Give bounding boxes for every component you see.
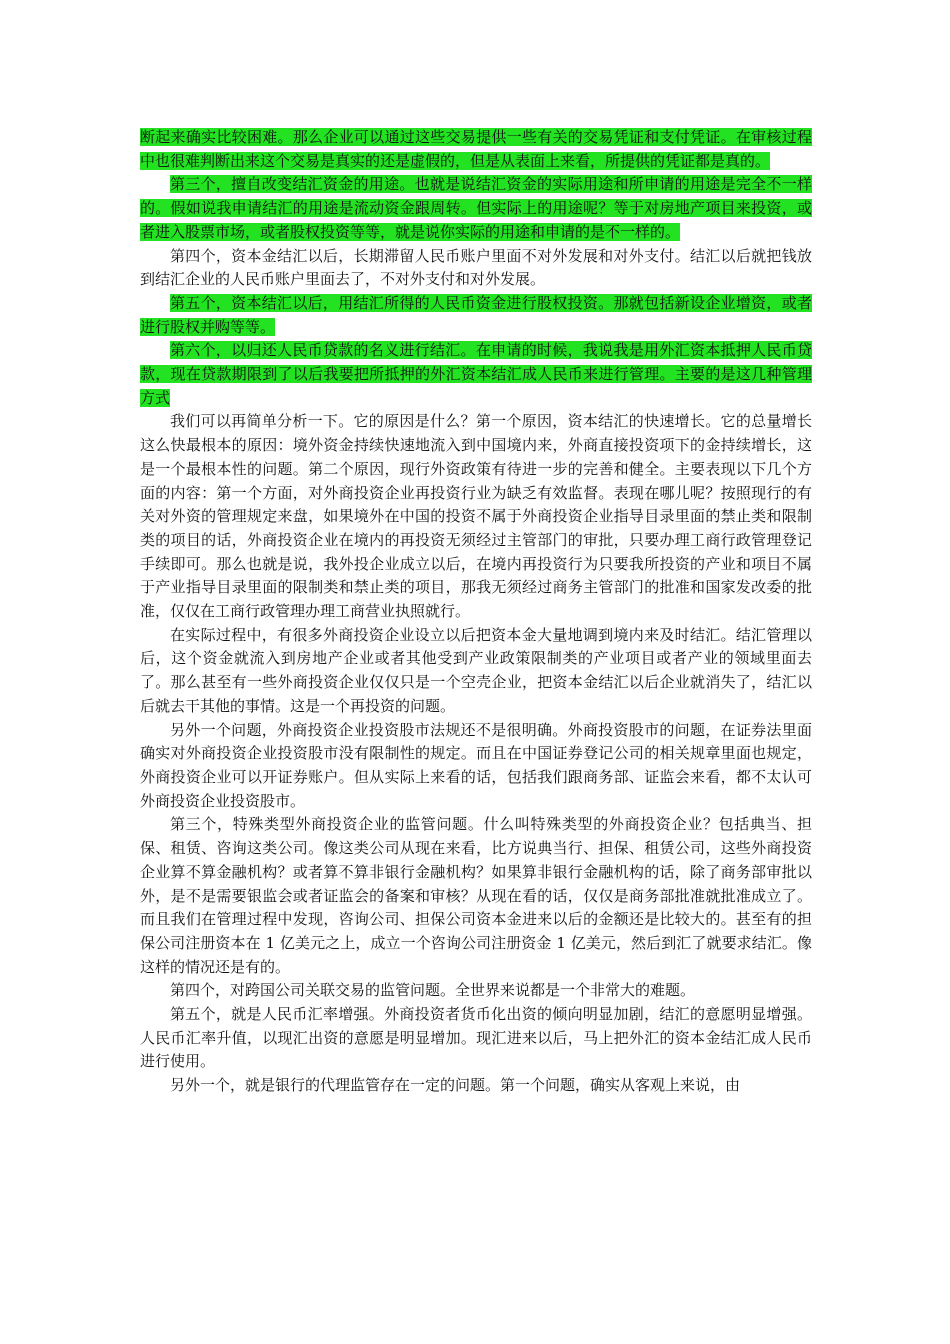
highlighted-text: 第六个，以归还人民币贷款的名义进行结汇。在申请的时候，我说我是用外汇资本抵押人民币贷款，现在贷款期限到了以后我要把所抵押的外汇资本结汇成人民币来进行管理。主要的是这几种管理方式 [140,341,812,407]
paragraph-4 [140,292,812,339]
paragraph-5 [140,339,812,410]
paragraph-text: 另外一个问题，外商投资企业投资股市法规还不是很明确。外商投资股市的问题，在证券法里面确实对外商投资企业投资股市没有限制性的规定。而且在中国证券登记公司的相关规章里面也规定，外商投资企业可以开证券账户。但从实际上来看的话，包括我们跟商务部、证监会来看，都不太认可外商投资企业投资股市。 [140,720,812,810]
paragraph-text: 另外一个，就是银行的代理监管存在一定的问题。第一个问题，确实从客观上来说，由 [170,1076,741,1095]
document-body [140,126,812,1098]
highlighted-text: 断起来确实比较困难。那么企业可以通过这些交易提供一些有关的交易凭证和支付凭证。在审核过程中也很难判断出来这个交易是真实的还是虚假的，但是从表面上来看，所提供的凭证都是真的。 [140,128,812,170]
paragraph-11 [140,1003,812,1074]
paragraph-10 [140,979,812,1003]
paragraph-9 [140,813,812,979]
highlighted-text: 第三个，擅自改变结汇资金的用途。也就是说结汇资金的实际用途和所申请的用途是完全不一样的。假如说我申请结汇的用途是流动资金跟周转。但实际上的用途呢？等于对房地产项目来投资，或者进入股票市场，或者股权投资等等，就是说你实际的用途和申请的是不一样的。 [140,175,812,241]
paragraph-text: 第三个，特殊类型外商投资企业的监管问题。什么叫特殊类型的外商投资企业？包括典当、担保、租赁、咨询这类公司。像这类公司从现在来看，比方说典当行、担保、租赁公司，这些外商投资企业算不算金融机构？或者算不算非银行金融机构？如果算非银行金融机构的话，除了商务部审批以外，是不是需要银监会或者证监会的备案和审核？从现在看的话，仅仅是商务部批准就批准成立了。而且我们在管理过程中发现，咨询公司、担保公司资本金进来以后的金额还是比较大的。甚至有的担保公司注册资本在 1 亿美元之上，成立一个咨询公司注册资金 1 亿美元，然后到汇了就要求结汇。像这样的情况还是有的。 [140,815,812,976]
paragraph-1 [140,126,812,173]
paragraph-text: 第四个，对跨国公司关联交易的监管问题。全世界来说都是一个非常大的难题。 [170,981,696,1000]
paragraph-12 [140,1074,812,1098]
paragraph-7 [140,624,812,719]
paragraph-text: 我们可以再简单分析一下。它的原因是什么？第一个原因，资本结汇的快速增长。它的总量增长这么快最根本的原因：境外资金持续快速地流入到中国境内来，外商直接投资项下的金持续增长，这是一个最根本性的问题。第二个原因，现行外资政策有待进一步的完善和健全。主要表现以下几个方面的内容：第一个方面，对外商投资企业再投资行业为缺乏有效监督。表现在哪儿呢？按照现行的有关对外资的管理规定来盘，如果境外在中国的投资不属于外商投资企业指导目录里面的禁止类和限制类的项目的话，外商投资企业在境内的再投资无须经过主管部门的审批，只要办理工商行政管理登记手续即可。那么也就是说，我外投企业成立以后，在境内再投资行为只要我所投资的产业和项目不属于产业指导目录里面的限制类和禁止类的项目，那我无须经过商务主管部门的批准和国家发改委的批准，仅仅在工商行政管理办理工商营业执照就行。 [140,412,812,621]
paragraph-3 [140,245,812,292]
highlighted-text: 第五个，资本结汇以后，用结汇所得的人民币资金进行股权投资。那就包括新设企业增资，或者进行股权并购等等。 [140,293,812,336]
paragraph-text: 第四个，资本金结汇以后，长期滞留人民币账户里面不对外发展和对外支付。结汇以后就把钱放到结汇企业的人民币账户里面去了，不对外支付和对外发展。 [140,246,812,289]
paragraph-8 [140,719,812,814]
paragraph-2 [140,173,812,244]
paragraph-text: 第五个，就是人民币汇率增强。外商投资者货币化出资的倾向明显加剧，结汇的意愿明显增强。人民币汇率升值，以现汇出资的意愿是明显增加。现汇进来以后，马上把外汇的资本金结汇成人民币进行使用。 [140,1005,812,1071]
paragraph-6 [140,410,812,623]
paragraph-text: 在实际过程中，有很多外商投资企业设立以后把资本金大量地调到境内来及时结汇。结汇管理以后，这个资金就流入到房地产企业或者其他受到产业政策限制类的产业项目或者产业的领域里面去了。那么甚至有一些外商投资企业仅仅只是一个空壳企业，把资本金结汇以后企业就消失了，结汇以后就去干其他的事情。这是一个再投资的问题。 [140,625,812,715]
